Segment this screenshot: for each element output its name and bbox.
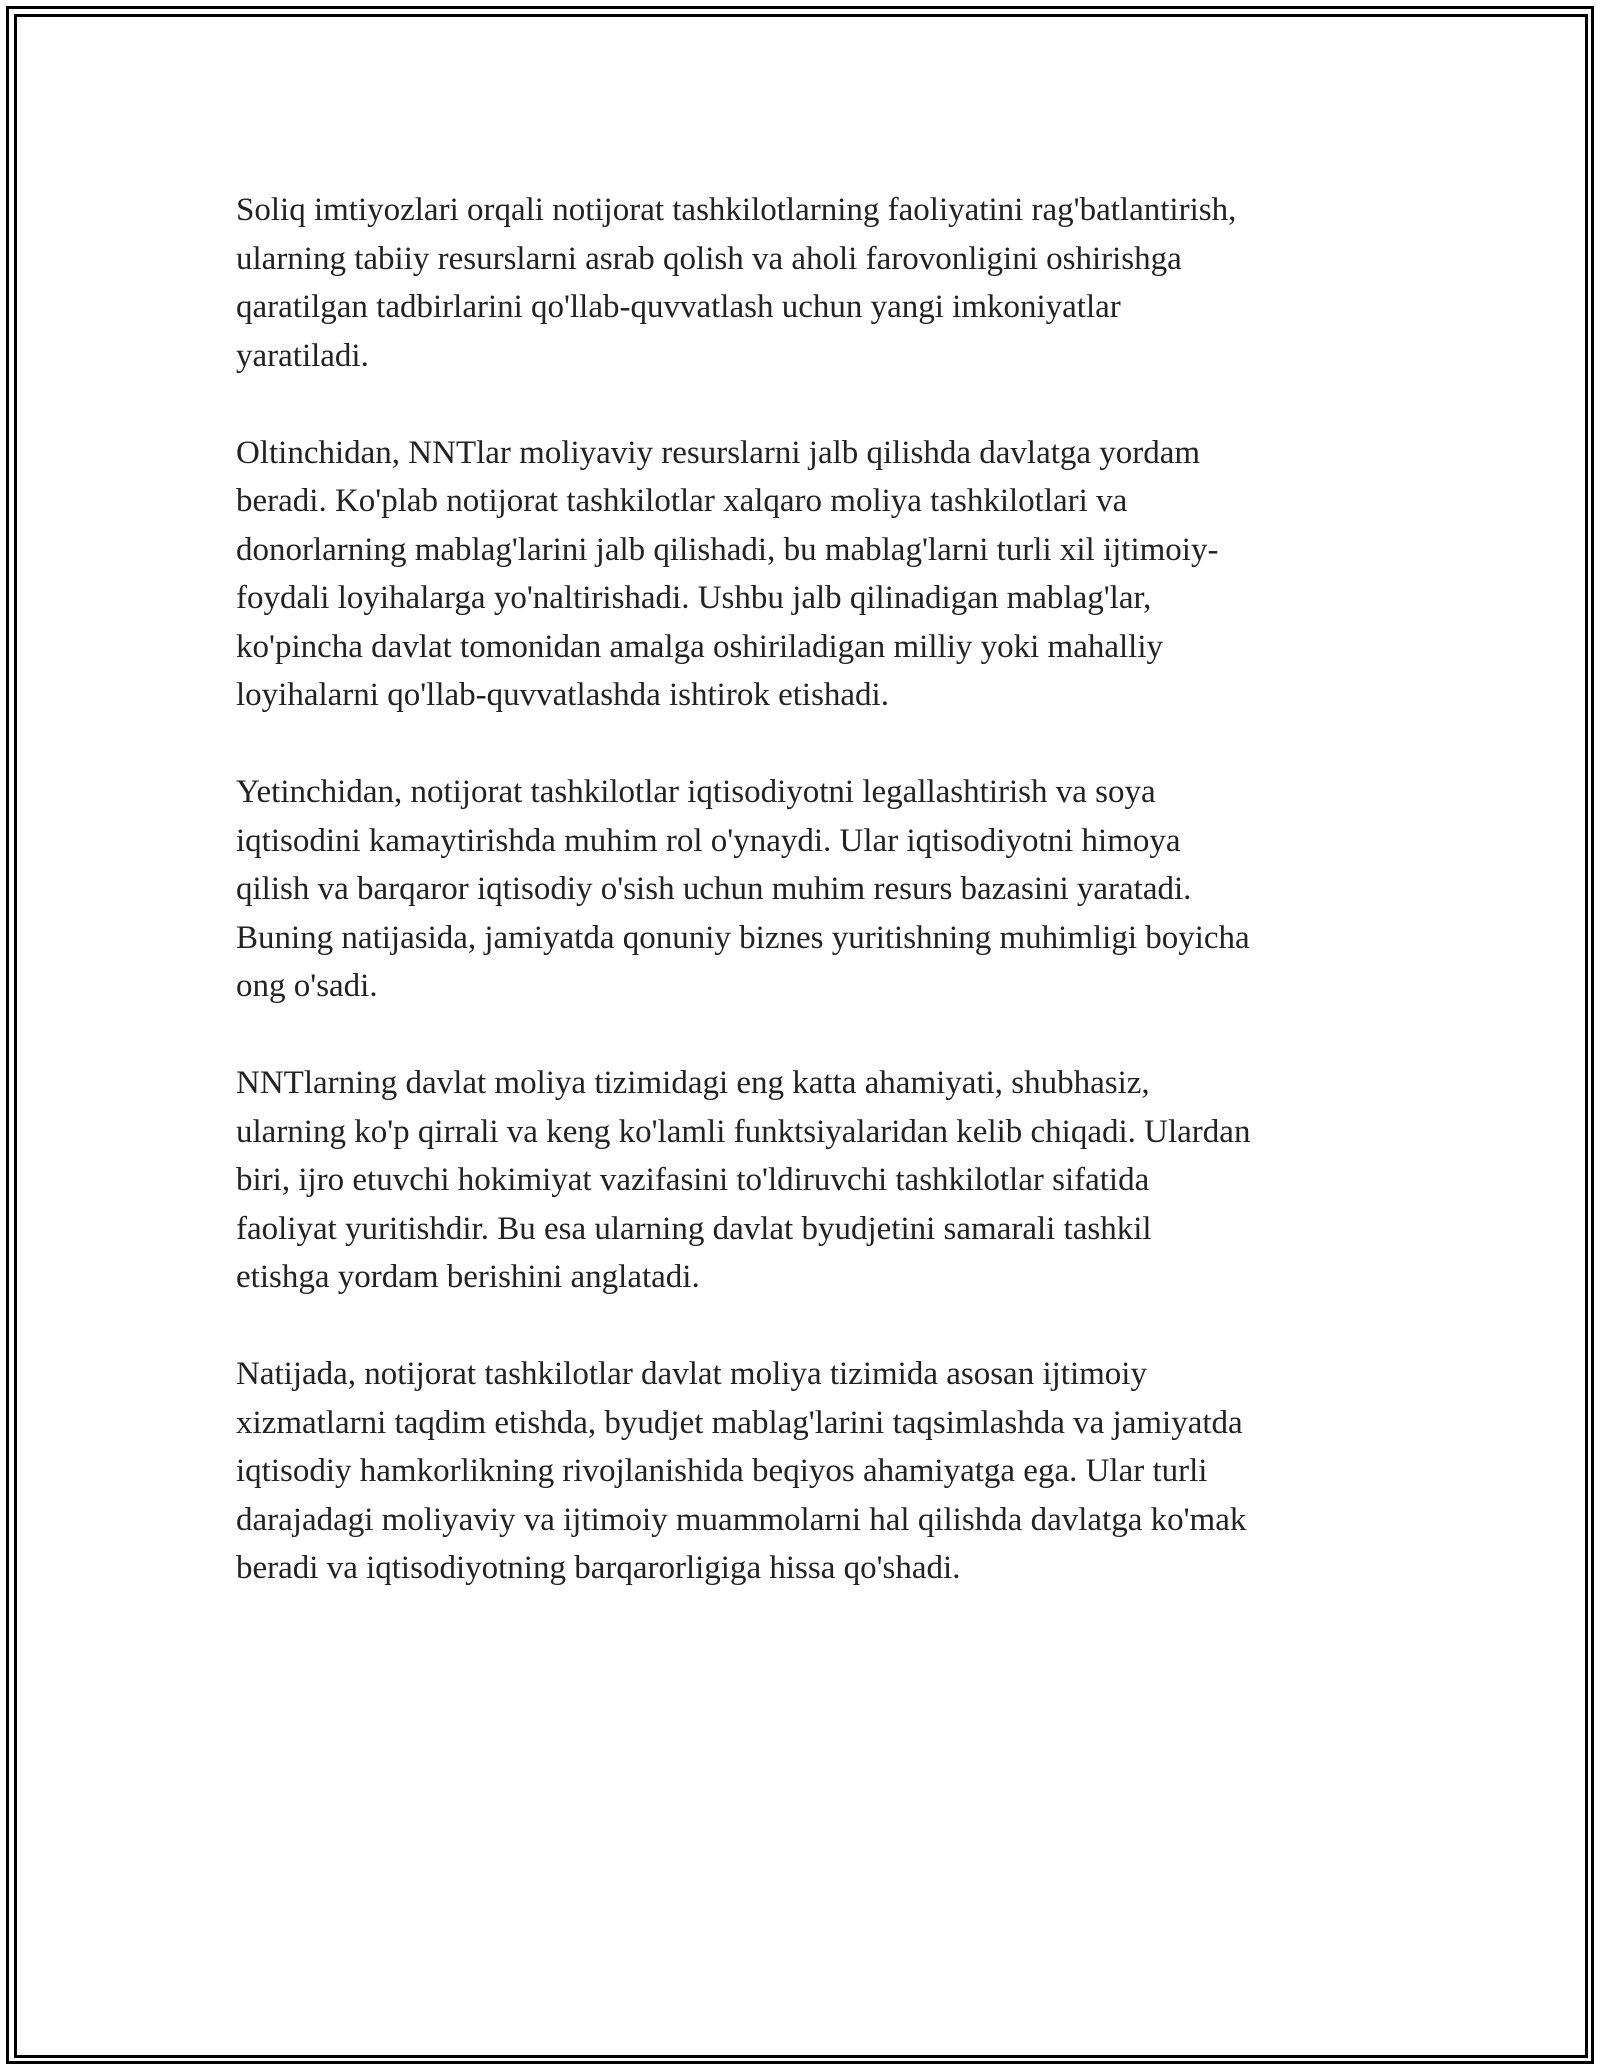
text-line: Yetinchidan, notijorat tashkilotlar iqtisodiyotni legallashtirish va soya: [236, 774, 1156, 810]
text-line: loyihalarni qo'llab-quvvatlashda ishtirok etishadi.: [236, 677, 889, 713]
document-body: [236, 186, 1381, 1641]
text-line: Soliq imtiyozlari orqali notijorat tashkilotlarning faoliyatini rag'batlantirish,: [236, 192, 1237, 228]
text-line: darajadagi moliyaviy va ijtimoiy muammolarni hal qilishda davlatga ko'mak: [236, 1501, 1247, 1538]
text-line: xizmatlarni taqdim etishda, byudjet mablag'larini taqsimlashda va jamiyatda: [236, 1404, 1243, 1441]
paragraph-conclusion: [236, 1350, 1381, 1593]
text-line: etishga yordam berishini anglatadi.: [236, 1259, 700, 1295]
text-line: faoliyat yuritishdir. Bu esa ularning davlat byudjetini samarali tashkil: [236, 1210, 1152, 1247]
text-line: donorlarning mablag'larini jalb qilishadi, bu mablag'larni turli xil ijtimoiy-: [236, 531, 1219, 568]
text-line: ularning ko'p qirrali va keng ko'lamli funktsiyalaridan kelib chiqadi. Ulardan: [236, 1113, 1251, 1150]
text-line: ularning tabiiy resurslarni asrab qolish va aholi farovonligini oshirishga: [236, 240, 1182, 277]
text-line: beradi. Ko'plab notijorat tashkilotlar xalqaro moliya tashkilotlari va: [236, 483, 1128, 519]
paragraph-seventh-point: [236, 768, 1381, 1011]
text-line: NNTlarning davlat moliya tizimidagi eng katta ahamiyati, shubhasiz,: [236, 1065, 1150, 1101]
text-line: iqtisodiy hamkorlikning rivojlanishida beqiyos ahamiyatga ega. Ular turli: [236, 1453, 1208, 1489]
paragraph-significance: [236, 1059, 1381, 1302]
paragraph-tax-incentives: [236, 186, 1381, 380]
text-line: Natijada, notijorat tashkilotlar davlat moliya tizimida asosan ijtimoiy: [236, 1356, 1147, 1392]
text-line: yaratiladi.: [236, 337, 369, 374]
text-line: ko'pincha davlat tomonidan amalga oshiriladigan milliy yoki mahalliy: [236, 628, 1163, 665]
text-line: Oltinchidan, NNTlar moliyaviy resurslarni jalb qilishda davlatga yordam: [236, 434, 1201, 471]
paragraph-sixth-point: [236, 429, 1381, 720]
text-line: foydali loyihalarga yo'naltirishadi. Ushbu jalb qilinadigan mablag'lar,: [236, 580, 1152, 616]
text-line: ong o'sadi.: [236, 968, 378, 1004]
text-line: qaratilgan tadbirlarini qo'llab-quvvatlash uchun yangi imkoniyatlar: [236, 289, 1121, 325]
text-line: qilish va barqaror iqtisodiy o'sish uchun muhim resurs bazasini yaratadi.: [236, 871, 1192, 907]
text-line: biri, ijro etuvchi hokimiyat vazifasini to'ldiruvchi tashkilotlar sifatida: [236, 1162, 1150, 1198]
text-line: beradi va iqtisodiyotning barqarorligiga hissa qo'shadi.: [236, 1550, 961, 1586]
text-line: iqtisodini kamaytirishda muhim rol o'ynaydi. Ular iqtisodiyotni himoya: [236, 822, 1181, 859]
text-line: Buning natijasida, jamiyatda qonuniy biznes yuritishning muhimligi boyicha: [236, 919, 1250, 956]
